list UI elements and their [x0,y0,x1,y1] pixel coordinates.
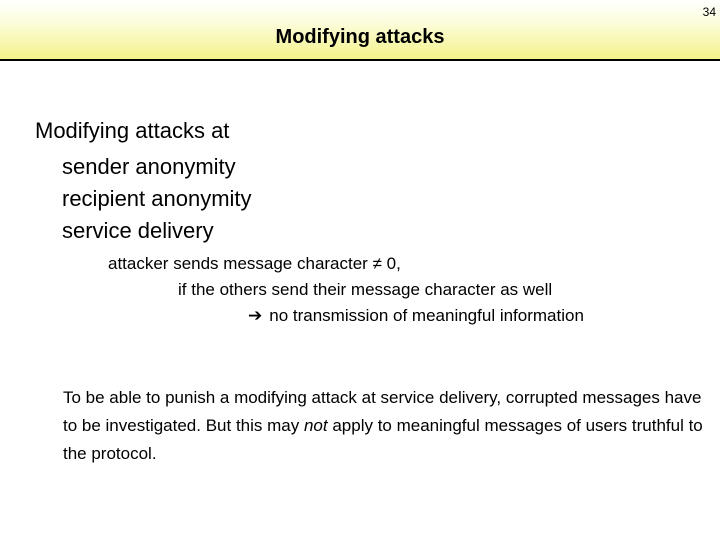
slide-title: Modifying attacks [275,26,445,48]
right-arrow-icon: ➔ [248,306,263,326]
note-text-end: apply to meaningful messages of users truthful to the protocol. [63,416,703,463]
detail-line-attacker: attacker sends message character ≠ 0, [108,254,401,273]
detail-line-others: if the others send their message character as well [178,280,553,299]
subitem-recipient-anonymity: recipient anonymity [62,186,252,211]
conclusion-text: no transmission of meaningful information [269,306,584,325]
note-emphasis: not [303,416,328,435]
detail-line-conclusion [248,306,584,326]
note-text-start: To be able to punish a modifying attack at service delivery, corrupted messages have to be investigated. But this may [63,388,702,435]
slide-number: 34 [702,5,716,19]
subitem-sender-anonymity: sender anonymity [62,154,236,179]
header-divider [0,59,720,61]
main-heading: Modifying attacks at [35,118,230,143]
subitem-service-delivery: service delivery [62,218,214,243]
note-paragraph [63,384,703,468]
subitem-list [62,151,252,247]
